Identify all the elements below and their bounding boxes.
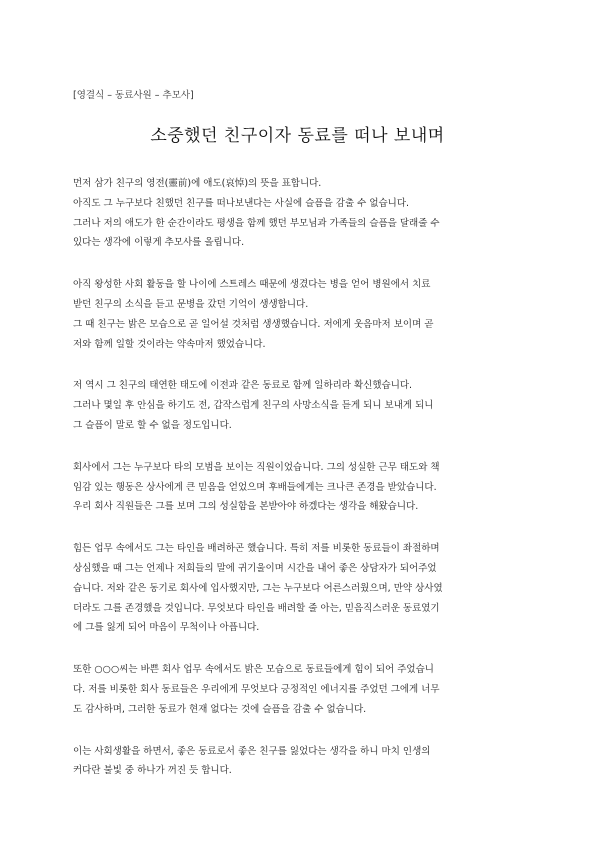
text-line: 회사에서 그는 누구보다 타의 모범을 보이는 직원이었습니다. 그의 성실한 근무 태도와 책 bbox=[73, 461, 440, 473]
text-line: 에 그를 잃게 되어 마음이 무척이나 아픕니다. bbox=[73, 622, 260, 634]
text-line: 도 감사하며, 그러한 동료가 현재 없다는 것에 슬픔을 감출 수 없습니다. bbox=[73, 703, 367, 715]
paragraph bbox=[73, 660, 531, 719]
text-line: 힘든 업무 속에서도 그는 타인을 배려하곤 했습니다. 특히 저를 비롯한 동료들이 좌절하며 bbox=[73, 543, 440, 555]
text-line: 다. 저를 비롯한 회사 동료들은 우리에게 무엇보다 긍정적인 에너지를 주었던 그에게 너무 bbox=[73, 683, 440, 695]
text-line: 커다란 불빛 중 하나가 꺼진 듯 합니다. bbox=[73, 765, 232, 777]
text-line: 아직 왕성한 사회 활동을 할 나이에 스트레스 때문에 생겼다는 병을 얻어 병원에서 치료 bbox=[73, 279, 431, 291]
text-line: 그 때 친구는 밝은 모습으로 곧 일어설 것처럼 생생했습니다. 저에게 웃음마저 보이며 곧 bbox=[73, 318, 434, 330]
document-category: [영결식 – 동료사원 – 추모사] bbox=[73, 90, 194, 101]
paragraph bbox=[73, 539, 531, 638]
document-body bbox=[73, 174, 531, 803]
paragraph bbox=[73, 458, 531, 517]
text-line: 임감 있는 행동은 상사에게 큰 믿음을 얻었으며 후배들에게는 크나큰 존경을 받았습니다. bbox=[73, 481, 437, 493]
text-line: 우리 회사 직원들은 그를 보며 그의 성실함을 본받아야 하겠다는 생각을 해왔습니다. bbox=[73, 501, 419, 513]
text-line: 그러나 몇일 후 안심을 하기도 전, 갑작스럽게 친구의 사망소식을 듣게 되니 보내게 되니 bbox=[73, 400, 434, 412]
text-line: 받던 친구의 소식을 듣고 문병을 갔던 기억이 생생합니다. bbox=[73, 298, 309, 310]
text-line: 아직도 그 누구보다 친했던 친구를 떠나보낸다는 사실에 슬픔을 감출 수 없습니다. bbox=[73, 197, 410, 209]
text-line: 있다는 생각에 이렇게 추모사를 올립니다. bbox=[73, 237, 245, 249]
text-line: 더라도 그를 존경했을 것입니다. 무엇보다 타인을 배려할 줄 아는, 믿음직스러운 동료였기 bbox=[73, 602, 440, 614]
text-line: 상심했을 때 그는 언제나 저희들의 말에 귀기울이며 시간을 내어 좋은 상담자가 되어주었 bbox=[73, 562, 437, 574]
text-line: 그 슬픔이 말로 할 수 없을 정도입니다. bbox=[73, 419, 232, 431]
paragraph bbox=[73, 376, 531, 435]
text-line: 그러나 저의 애도가 한 순간이라도 평생을 함께 했던 부모님과 가족들의 슬픔을 달래줄 수 bbox=[73, 217, 440, 229]
paragraph bbox=[73, 174, 531, 253]
text-line: 습니다. 저와 같은 동기로 회사에 입사했지만, 그는 누구보다 어른스러웠으며, 만약 상사였 bbox=[73, 582, 443, 594]
document-title: 소중했던 친구이자 동료를 떠나 보내며 bbox=[150, 126, 445, 146]
paragraph bbox=[73, 275, 531, 354]
text-line: 저와 함께 일할 것이라는 약속마저 했었습니다. bbox=[73, 338, 266, 350]
text-line: 먼저 삼가 친구의 영전(靈前)에 애도(哀悼)의 뜻을 표합니다. bbox=[73, 178, 322, 189]
paragraph bbox=[73, 742, 531, 782]
text-line: 이는 사회생활을 하면서, 좋은 동료로서 좋은 친구를 잃었다는 생각을 하니 마치 인생의 bbox=[73, 745, 431, 757]
text-line: 또한 ○○○씨는 바쁜 회사 업무 속에서도 밝은 모습으로 동료들에게 힘이 되어 주었습니 bbox=[73, 664, 434, 676]
text-line: 저 역시 그 친구의 태연한 태도에 이전과 같은 동료로 함께 일하리라 확신했습니다. bbox=[73, 380, 413, 392]
